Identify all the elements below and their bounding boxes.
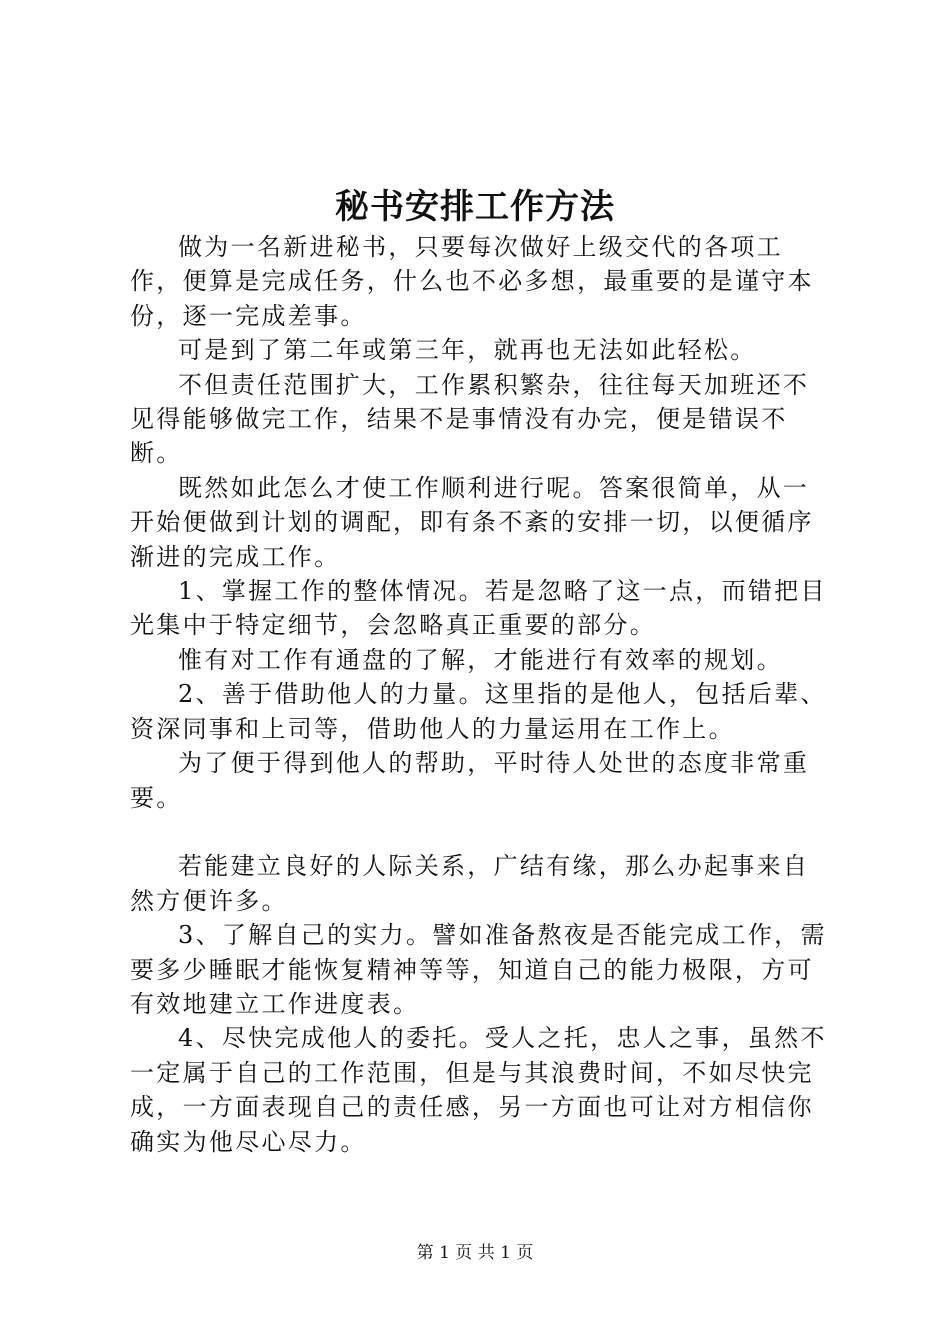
- numbered-paragraph: 1、掌握工作的整体情况。若是忽略了这一点，而错把目光集中于特定细节，会忽略真正重要的部分。: [130, 577, 827, 640]
- numbered-paragraph: 2、善于借助他人的力量。这里指的是他人，包括后辈、资深同事和上司等，借助他人的力量运用在工作上。: [130, 680, 827, 743]
- paragraph: 既然如此怎么才使工作顺利进行呢。答案很简单，从一开始便做到计划的调配，即有条不紊的安排一切，以便循序渐进的完成工作。: [130, 473, 814, 571]
- page-footer: 第 1 页 共 1 页: [416, 1243, 534, 1263]
- blank-line: [130, 815, 835, 849]
- paragraph: 做为一名新进秘书，只要每次做好上级交代的各项工作，便算是完成任务，什么也不必多想，最重要的是谨守本份，逐一完成差事。: [130, 233, 814, 330]
- paragraph: 惟有对工作有通盘的了解，才能进行有效率的规划。: [178, 645, 783, 674]
- paragraph: 可是到了第二年或第三年，就再也无法如此轻松。: [178, 336, 757, 365]
- page-title: 秘书安排工作方法: [335, 187, 615, 227]
- paragraph: 为了便于得到他人的帮助，平时待人处世的态度非常重要。: [130, 749, 810, 812]
- paragraph: 若能建立良好的人际关系，广结有缘，那么办起事来自然方便许多。: [130, 852, 810, 915]
- paragraph: 不但责任范围扩大，工作累积繁杂，往往每天加班还不见得能够做完工作，结果不是事情没有办完，便是错误不断。: [130, 370, 810, 468]
- numbered-paragraph: 4、尽快完成他人的委托。受人之托，忠人之事，虽然不一定属于自己的工作范围，但是与其浪费时间，不如尽快完成，一方面表现自己的责任感，另一方面也可让对方相信你确实为他尽心尽力。: [130, 1024, 827, 1156]
- numbered-paragraph: 3、了解自己的实力。譬如准备熬夜是否能完成工作，需要多少睡眠才能恢复精神等等，知道自己的能力极限，方可有效地建立工作进度表。: [130, 921, 827, 1018]
- document-body: [130, 230, 835, 1159]
